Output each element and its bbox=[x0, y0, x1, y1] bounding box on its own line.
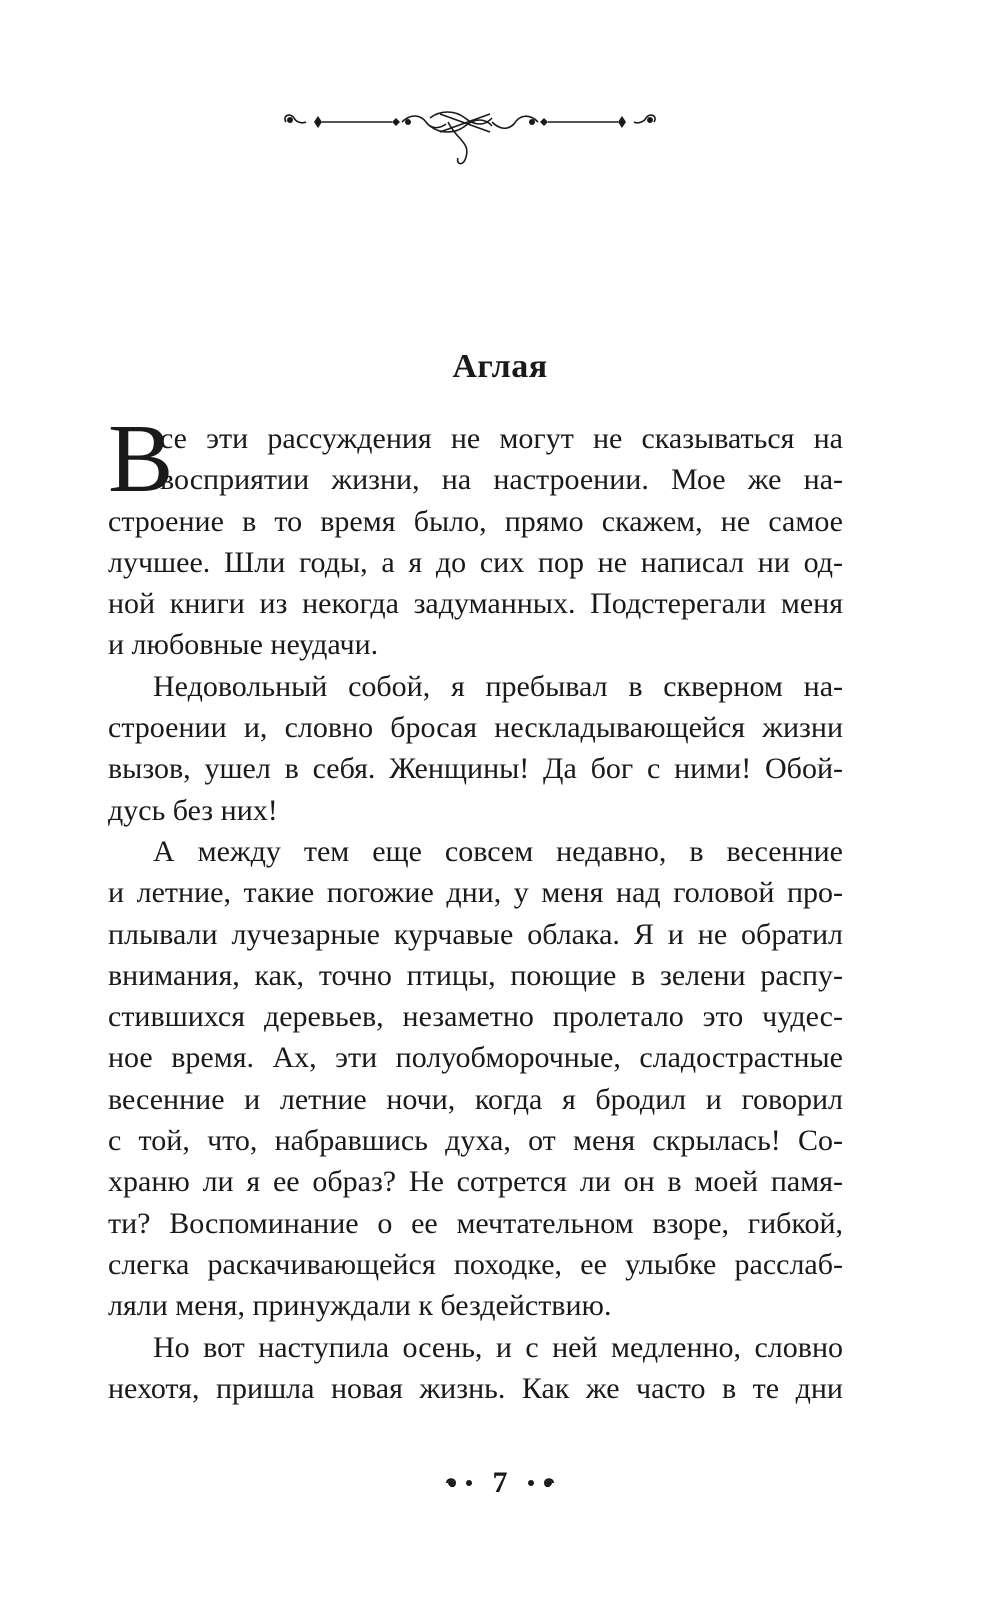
text-line: и летние, такие погожие дни, у меня над головой про- bbox=[108, 876, 843, 910]
text-line: нехотя, пришла новая жизнь. Как же часто в те дни bbox=[108, 1371, 843, 1405]
text-line: лучшее. Шли годы, а я до сих пор не написал ни од- bbox=[108, 545, 843, 579]
page-number-footer bbox=[0, 1464, 1000, 1500]
drop-cap: В bbox=[108, 405, 174, 513]
text-line: слегка раскачивающейся походке, ее улыбке расслаб- bbox=[108, 1247, 843, 1281]
chapter-title: Аглая bbox=[452, 348, 548, 385]
text-line: А между тем еще совсем недавно, в весенние bbox=[153, 834, 843, 868]
body-text bbox=[108, 418, 843, 1409]
right-ornament-icon bbox=[525, 1475, 555, 1491]
text-line: весенние и летние ночи, когда я бродил и говорил bbox=[108, 1082, 843, 1116]
text-line: и любовные неудачи. bbox=[108, 628, 379, 662]
text-line: Но вот наступила осень, и с ней медленно, словно bbox=[153, 1330, 843, 1364]
text-line: ляли меня, принуждали к бездействию. bbox=[108, 1289, 612, 1323]
text-line: строении и, словно бросая нескладывающейся жизни bbox=[108, 711, 843, 745]
ornamental-flourish-icon bbox=[280, 100, 660, 180]
text-line: се эти рассуждения не могут не сказываться на bbox=[160, 422, 843, 455]
left-ornament-icon bbox=[445, 1475, 475, 1491]
text-line: внимания, как, точно птицы, поющие в зелени распу- bbox=[108, 958, 843, 992]
text-line: ти? Воспоминание о ее мечтательном взоре, гибкой, bbox=[108, 1206, 843, 1240]
page-number: 7 bbox=[492, 1466, 508, 1500]
text-line: ной книги из некогда задуманных. Подстерегали меня bbox=[108, 587, 843, 621]
text-line: восприятии жизни, на настроении. Мое же на- bbox=[160, 463, 843, 497]
text-line: храню ли я ее образ? Не сотрется ли он в моей памя- bbox=[108, 1165, 843, 1199]
text-line: плывали лучезарные курчавые облака. Я и не обратил bbox=[108, 917, 843, 951]
text-line: строение в то время было, прямо скажем, не самое bbox=[108, 504, 843, 538]
text-line: дусь без них! bbox=[108, 793, 278, 827]
text-line: стившихся деревьев, незаметно пролетало это чудес- bbox=[108, 1000, 843, 1034]
text-line: вызов, ушел в себя. Женщины! Да бог с ними! Обой- bbox=[108, 752, 843, 786]
text-line: ное время. Ах, эти полуобморочные, сладострастные bbox=[108, 1041, 843, 1075]
text-line: с той, что, набравшись духа, от меня скрылась! Со- bbox=[108, 1124, 843, 1158]
text-line: Недовольный собой, я пребывал в скверном на- bbox=[153, 669, 843, 703]
